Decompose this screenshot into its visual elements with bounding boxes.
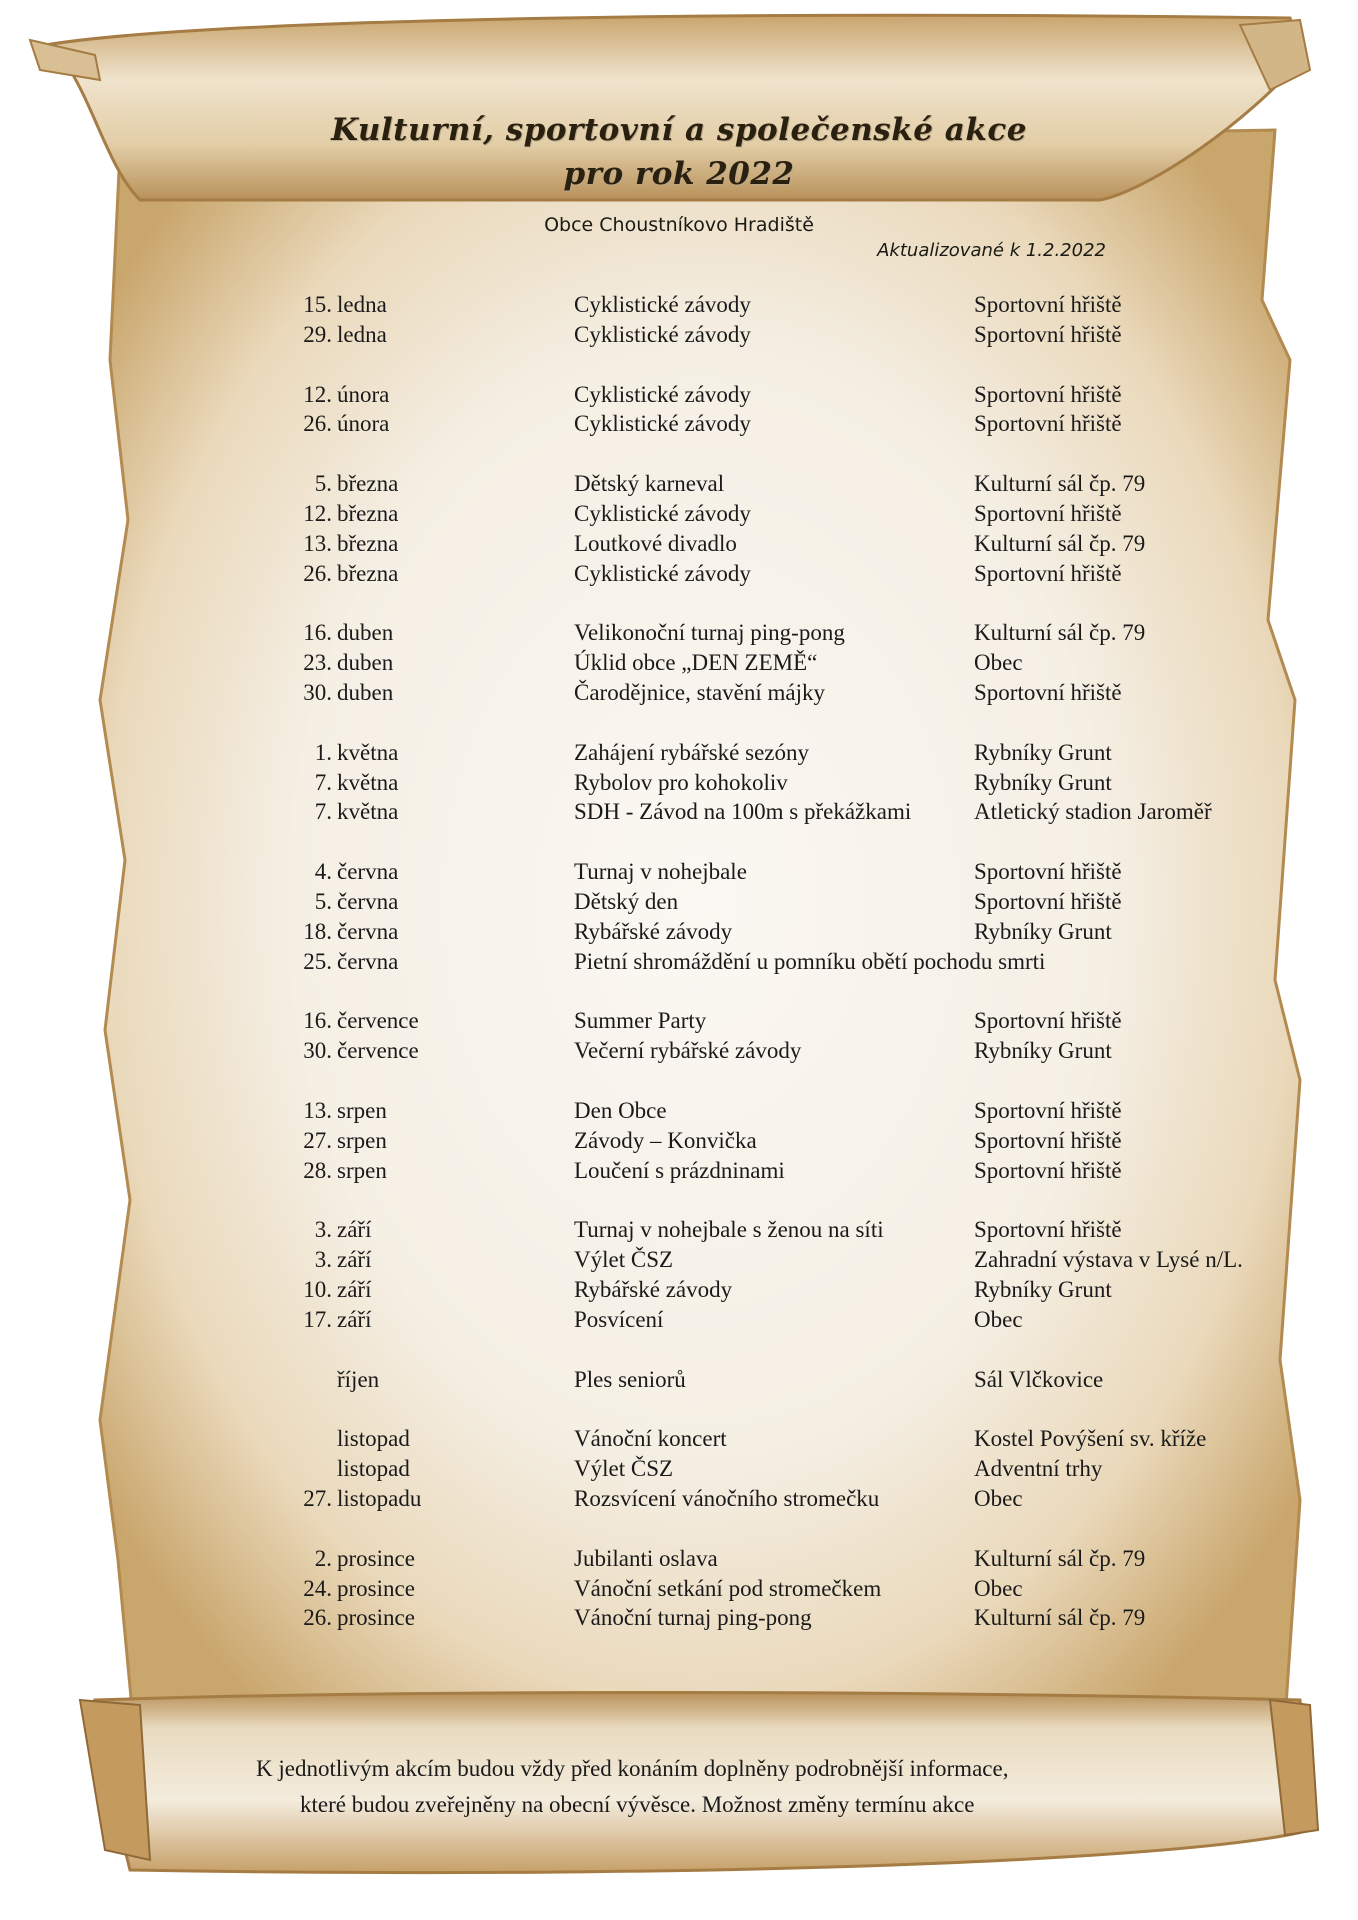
event-row — [0, 320, 1358, 350]
event-name: Večerní rybářské závody — [574, 1038, 802, 1064]
event-month: února — [337, 411, 390, 437]
event-group — [0, 1215, 1358, 1334]
event-row — [0, 1275, 1358, 1305]
event-day: 24. — [303, 1575, 332, 1601]
event-month: srpen — [337, 1097, 387, 1123]
event-name: Turnaj v nohejbale s ženou na síti — [574, 1217, 884, 1243]
event-row — [0, 499, 1358, 529]
event-month: září — [337, 1276, 372, 1302]
event-name: Jubilanti oslava — [574, 1545, 718, 1571]
event-row — [0, 469, 1358, 499]
event-row — [0, 1484, 1358, 1514]
event-row — [0, 409, 1358, 439]
event-day: 7. — [314, 769, 332, 795]
events-schedule — [0, 290, 1358, 1663]
event-day: 3. — [314, 1217, 332, 1243]
event-month: března — [337, 471, 399, 497]
event-group — [0, 290, 1358, 350]
event-month: říjen — [337, 1366, 380, 1392]
event-group — [0, 1006, 1358, 1066]
event-place: Sportovní hřiště — [974, 321, 1122, 347]
event-row — [0, 1454, 1358, 1484]
event-name: SDH - Závod na 100m s překážkami — [574, 799, 912, 825]
event-name: Rybářské závody — [574, 918, 733, 944]
title-line-1: Kulturní, sportovní a společenské akce — [331, 112, 1027, 148]
event-row — [0, 738, 1358, 768]
event-row — [0, 1036, 1358, 1066]
event-name: Loutkové divadlo — [574, 530, 737, 556]
event-name: Cyklistické závody — [574, 560, 751, 586]
event-place: Rybníky Grunt — [974, 918, 1112, 944]
event-month: května — [337, 739, 399, 765]
event-group — [0, 1544, 1358, 1633]
event-month: ledna — [337, 321, 387, 347]
event-place: Sportovní hřiště — [974, 1217, 1122, 1243]
event-place: Sportovní hřiště — [974, 1008, 1122, 1034]
event-name: Vánoční setkání pod stromečkem — [574, 1575, 882, 1601]
event-place: Obec — [974, 1575, 1023, 1601]
event-name: Rozsvícení vánočního stromečku — [574, 1485, 880, 1511]
event-day: 13. — [303, 530, 332, 556]
event-day: 18. — [303, 918, 332, 944]
event-row — [0, 1574, 1358, 1604]
event-month: června — [337, 859, 399, 885]
event-name: Vánoční koncert — [574, 1426, 727, 1452]
event-day: 27. — [303, 1127, 332, 1153]
event-month: května — [337, 769, 399, 795]
event-day: 5. — [314, 888, 332, 914]
event-month: ledna — [337, 292, 387, 317]
event-month: srpen — [337, 1127, 387, 1153]
event-group — [0, 1424, 1358, 1513]
event-place: Rybníky Grunt — [974, 769, 1112, 795]
event-day: 25. — [303, 948, 332, 974]
event-place: Sportovní hřiště — [974, 292, 1122, 317]
event-row — [0, 1006, 1358, 1036]
event-name: Summer Party — [574, 1008, 707, 1034]
event-day: 1. — [314, 739, 332, 765]
event-month: května — [337, 799, 399, 825]
event-place: Kulturní sál čp. 79 — [974, 1605, 1146, 1631]
event-month: června — [337, 888, 399, 914]
event-name: Cyklistické závody — [574, 292, 751, 317]
event-place: Zahradní výstava v Lysé n/L. — [974, 1247, 1243, 1273]
event-day: 3. — [314, 1247, 332, 1273]
event-name: Cyklistické závody — [574, 411, 751, 437]
event-row — [0, 857, 1358, 887]
event-place: Kulturní sál čp. 79 — [974, 1545, 1146, 1571]
event-group — [0, 857, 1358, 976]
event-month: března — [337, 530, 399, 556]
event-name: Dětský den — [574, 888, 679, 914]
event-place: Kostel Povýšení sv. kříže — [974, 1426, 1207, 1452]
event-place: Sportovní hřiště — [974, 1157, 1122, 1183]
event-name: Rybolov pro kohokoliv — [574, 769, 788, 795]
event-day: 16. — [303, 620, 332, 646]
event-month: duben — [337, 650, 394, 676]
event-row — [0, 1305, 1358, 1335]
event-place: Sportovní hřiště — [974, 560, 1122, 586]
event-row — [0, 1126, 1358, 1156]
event-day: 16. — [303, 1008, 332, 1034]
event-month: června — [337, 918, 399, 944]
event-day: 5. — [314, 471, 332, 497]
event-group — [0, 1365, 1358, 1395]
event-month: září — [337, 1306, 372, 1332]
event-month: září — [337, 1247, 372, 1273]
event-row — [0, 768, 1358, 798]
event-day: 12. — [303, 500, 332, 526]
event-place: Obec — [974, 1306, 1023, 1332]
event-month: duben — [337, 679, 394, 705]
event-month: srpen — [337, 1157, 387, 1183]
event-row — [0, 529, 1358, 559]
event-place: Rybníky Grunt — [974, 1276, 1112, 1302]
event-day: 12. — [303, 381, 332, 407]
event-name: Posvícení — [574, 1306, 664, 1332]
event-row — [0, 947, 1358, 977]
event-group — [0, 738, 1358, 827]
event-place: Sportovní hřiště — [974, 888, 1122, 914]
event-month: února — [337, 381, 390, 407]
event-row — [0, 887, 1358, 917]
event-place: Sportovní hřiště — [974, 381, 1122, 407]
event-day: 2. — [314, 1545, 332, 1571]
event-group — [0, 618, 1358, 707]
event-row — [0, 380, 1358, 410]
event-name: Pietní shromáždění u pomníku obětí pochodu smrti — [574, 948, 1046, 974]
event-month: duben — [337, 620, 394, 646]
event-row — [0, 678, 1358, 708]
event-name: Rybářské závody — [574, 1276, 733, 1302]
event-month: července — [337, 1008, 419, 1034]
event-month: března — [337, 500, 399, 526]
event-place: Sál Vlčkovice — [974, 1366, 1104, 1392]
event-row — [0, 917, 1358, 947]
event-name: Výlet ČSZ — [574, 1456, 674, 1482]
event-row — [0, 1156, 1358, 1186]
event-place: Sportovní hřiště — [974, 1127, 1122, 1153]
event-name: Ples seniorů — [574, 1366, 686, 1392]
event-place: Obec — [974, 650, 1023, 676]
event-month: března — [337, 560, 399, 586]
event-day: 13. — [303, 1097, 332, 1123]
event-place: Kulturní sál čp. 79 — [974, 471, 1146, 497]
event-day: 23. — [303, 650, 332, 676]
event-month: prosince — [337, 1575, 415, 1601]
event-place: Adventní trhy — [974, 1456, 1103, 1482]
event-row — [0, 1096, 1358, 1126]
event-row — [0, 618, 1358, 648]
event-day: 26. — [303, 1605, 332, 1631]
event-place: Sportovní hřiště — [974, 500, 1122, 526]
event-row — [0, 797, 1358, 827]
event-name: Cyklistické závody — [574, 500, 751, 526]
event-month: listopadu — [337, 1485, 422, 1511]
event-name: Cyklistické závody — [574, 381, 751, 407]
event-name: Čarodějnice, stavění májky — [574, 679, 826, 705]
event-place: Kulturní sál čp. 79 — [974, 620, 1146, 646]
event-name: Úklid obce „DEN ZEMĚ“ — [574, 650, 818, 676]
event-row — [0, 1544, 1358, 1574]
event-place: Sportovní hřiště — [974, 411, 1122, 437]
event-day: 29. — [303, 321, 332, 347]
title-line-2: pro rok 2022 — [563, 156, 795, 192]
event-month: prosince — [337, 1545, 415, 1571]
event-name: Den Obce — [574, 1097, 667, 1123]
event-day: 17. — [303, 1306, 332, 1332]
updated-date: Aktualizované k 1.2.2022 — [877, 240, 1106, 261]
event-place: Sportovní hřiště — [974, 859, 1122, 885]
event-group — [0, 380, 1358, 440]
event-day: 26. — [303, 411, 332, 437]
event-day: 7. — [314, 799, 332, 825]
event-day: 4. — [314, 859, 332, 885]
event-row — [0, 1215, 1358, 1245]
event-month: listopad — [337, 1456, 410, 1482]
event-place: Rybníky Grunt — [974, 1038, 1112, 1064]
event-name: Dětský karneval — [574, 471, 725, 497]
event-month: června — [337, 948, 399, 974]
event-name: Vánoční turnaj ping-pong — [574, 1605, 812, 1631]
event-name: Závody – Konvička — [574, 1127, 757, 1153]
footer-line-1: K jednotlivým akcím budou vždy před konáním doplněny podrobnější informace, — [256, 1756, 1009, 1781]
event-month: září — [337, 1217, 372, 1243]
event-place: Obec — [974, 1485, 1023, 1511]
event-month: listopad — [337, 1426, 410, 1452]
event-month: července — [337, 1038, 419, 1064]
event-name: Zahájení rybářské sezóny — [574, 739, 810, 765]
event-name: Loučení s prázdninami — [574, 1157, 785, 1183]
event-day: 30. — [303, 679, 332, 705]
event-name: Turnaj v nohejbale — [574, 859, 747, 885]
event-month: prosince — [337, 1605, 415, 1631]
event-row — [0, 290, 1358, 320]
municipality-name: Obce Choustníkovo Hradiště — [544, 214, 814, 236]
event-name: Velikonoční turnaj ping-pong — [574, 620, 845, 646]
event-name: Cyklistické závody — [574, 321, 751, 347]
event-row — [0, 1424, 1358, 1454]
event-group — [0, 469, 1358, 588]
event-row — [0, 1245, 1358, 1275]
event-group — [0, 1096, 1358, 1185]
event-day: 10. — [303, 1276, 332, 1302]
event-row — [0, 1603, 1358, 1633]
footer-line-2: které budou zveřejněny na obecní vývěsce. Možnost změny termínu akce — [300, 1792, 975, 1817]
event-day: 28. — [303, 1157, 332, 1183]
event-day: 27. — [303, 1485, 332, 1511]
event-day: 30. — [303, 1038, 332, 1064]
event-row — [0, 559, 1358, 589]
event-place: Atletický stadion Jaroměř — [974, 799, 1212, 825]
event-day: 26. — [303, 560, 332, 586]
event-place: Sportovní hřiště — [974, 679, 1122, 705]
event-day: 15. — [303, 292, 332, 317]
event-row — [0, 648, 1358, 678]
event-place: Sportovní hřiště — [974, 1097, 1122, 1123]
event-place: Kulturní sál čp. 79 — [974, 530, 1146, 556]
event-place: Rybníky Grunt — [974, 739, 1112, 765]
event-name: Výlet ČSZ — [574, 1247, 674, 1273]
event-row — [0, 1365, 1358, 1395]
